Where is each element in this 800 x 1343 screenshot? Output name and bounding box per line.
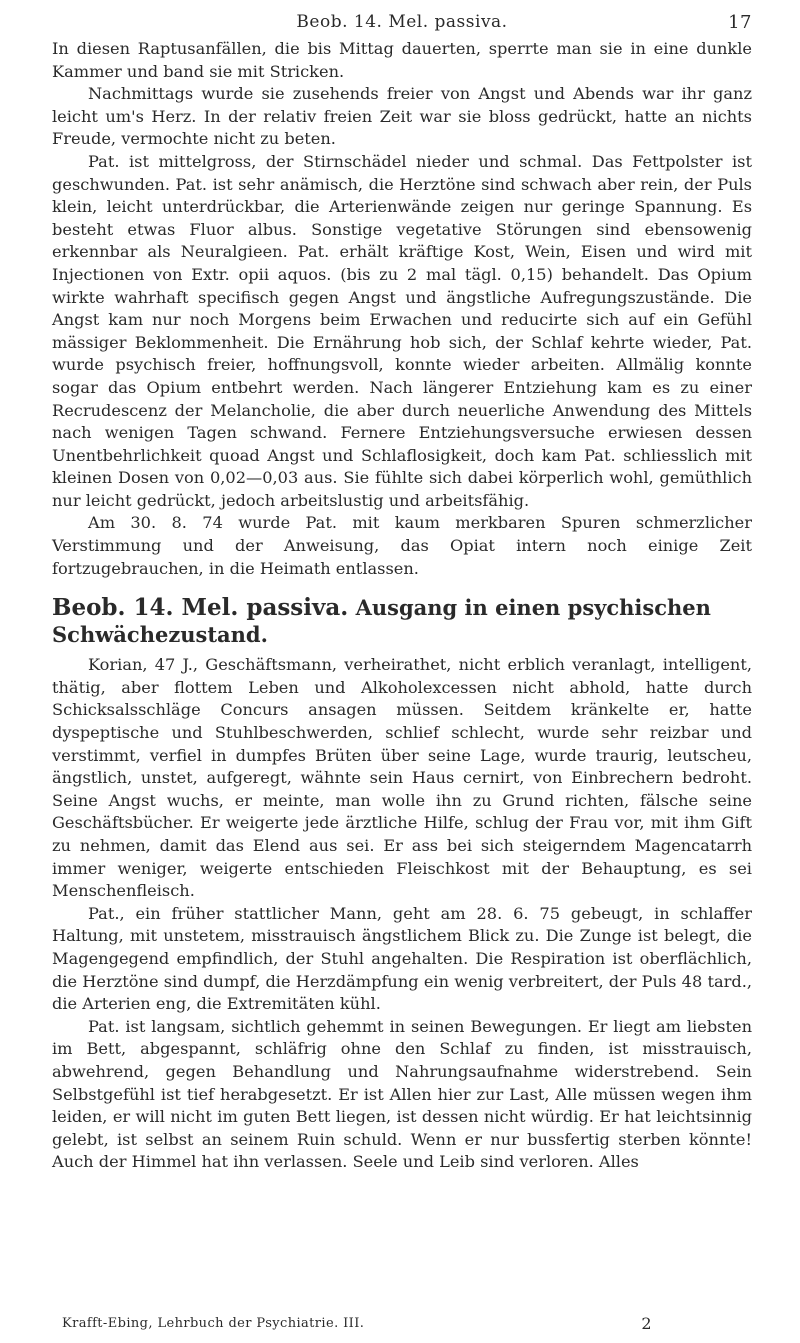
section-heading — [52, 594, 752, 648]
signature-mark: 2 — [641, 1314, 652, 1333]
paragraph: Pat., ein früher stattlicher Mann, geht am 28. 6. 75 gebeugt, in schlaffer Haltung, mit unstetem, misstrauisch ängstlichem Blick zu. Die Zunge ist belegt, die Magengegend empfindlich, der Stuhl angehalten. Die Respiration ist oberflächlich, die Herztöne sind dumpf, die Herzdämpfung ein wenig verbreitert, der Puls 48 tard., die Arterien eng, die Extremitäten kühl. — [52, 903, 752, 1014]
running-title: Beob. 14. Mel. passiva. — [296, 12, 508, 32]
paragraph: Pat. ist mittelgross, der Stirnschädel nieder und schmal. Das Fettpolster ist geschwunden. Pat. ist sehr anämisch, die Herztöne sind schwach aber rein, der Puls klein, leicht unterdrückbar, die Arterienwände zeigen nur geringe Spannung. Es besteht etwas Fluor albus. Sonstige vegetative Störungen sind ebensowenig erkennbar als Neuralgieen. Pat. erhält kräftige Kost, Wein, Eisen und wird mit Injectionen von Extr. opii aquos. (bis zu 2 mal tägl. 0,15) behandelt. Das Opium wirkte wahrhaft specifisch gegen Angst und ängstliche Aufregungszustände. Die Angst kam nur noch Morgens beim Erwachen und reducirte sich auf ein Gefühl mässiger Beklommenheit. Die Ernährung hob sich, der Schlaf kehrte wieder, Pat. wurde psychisch freier, hoffnungsvoll, konnte wieder arbeiten. Allmälig konnte sogar das Opium entbehrt werden. Nach längerer Entziehung kam es zu einer Recrudescenz der Melancholie, die aber durch neuerliche Anwendung des Mittels nach wenigen Tagen schwand. Fernere Entziehungsversuche erwiesen dessen Unentbehrlichkeit quoad Angst und Schlaflosigkeit, doch kam Pat. schliesslich mit kleinen Dosen von 0,02—0,03 aus. Sie fühlte sich dabei körperlich wohl, gemüthlich nur leicht gedrückt, jedoch arbeitslustig und arbeitsfähig. — [52, 151, 752, 510]
running-header — [52, 8, 752, 38]
paragraph: Am 30. 8. 74 wurde Pat. mit kaum merkbaren Spuren schmerzlicher Verstimmung und der Anweisung, das Opiat intern noch einige Zeit fortzugebrauchen, in die Heimath entlassen. — [52, 513, 752, 578]
section-heading-prefix: Beob. 14. Mel. passiva. — [52, 594, 349, 622]
page-number: 17 — [728, 12, 752, 33]
book-page — [52, 8, 752, 1174]
section-heading-title: Ausgang in einen psychischen Schwächezustand. — [52, 595, 711, 648]
paragraph: Korian, 47 J., Geschäftsmann, verheirathet, nicht erblich veranlagt, intelligent, thätig, aber flottem Leben und Alkoholexcessen nicht abhold, hatte durch Schicksalsschläge Concurs ansagen müssen. Seitdem kränkelte er, hatte dyspeptische und Stuhlbeschwerden, schlief schlecht, wurde sehr reizbar und verstimmt, verfiel in dumpfes Brüten über seine Lage, wurde traurig, leutscheu, ängstlich, unstet, aufgeregt, wähnte sein Haus cernirt, von Einbrechern bedroht. Seine Angst wuchs, er meinte, man wolle ihn zu Grund richten, fälsche seine Geschäftsbücher. Er weigerte jede ärztliche Hilfe, schlug der Frau vor, mit ihm Gift zu nehmen, damit das Elend aus sei. Er ass bei sich steigerndem Magencatarrh immer weniger, weigerte entschieden Fleischkost mit der Behauptung, es sei Menschenfleisch. — [52, 655, 752, 901]
footer-citation: Krafft-Ebing, Lehrbuch der Psychiatrie. III. — [62, 1316, 365, 1331]
paragraph: Nachmittags wurde sie zusehends freier von Angst und Abends war ihr ganz leicht um's Herz. In der relativ freien Zeit war sie bloss gedrückt, hatte an nichts Freude, vermochte nicht zu beten. — [52, 84, 752, 149]
paragraph: In diesen Raptusanfällen, die bis Mittag dauerten, sperrte man sie in eine dunkle Kammer und band sie mit Stricken. — [52, 39, 752, 81]
paragraph: Pat. ist langsam, sichtlich gehemmt in seinen Bewegungen. Er liegt am liebsten im Bett, abgespannt, schläfrig ohne den Schlaf zu finden, ist misstrauisch, abwehrend, gegen Behandlung und Nahrungsaufnahme widerstrebend. Sein Selbstgefühl ist tief herabgesetzt. Er ist Allen hier zur Last, Alle müssen wegen ihm leiden, er will nicht im guten Bett liegen, ist dessen nicht würdig. Er hat leichtsinnig gelebt, ist selbst an seinem Ruin schuld. Wenn er nur bussfertig sterben könnte! Auch der Himmel hat ihn verlassen. Seele und Leib sind verloren. Alles — [52, 1016, 752, 1172]
